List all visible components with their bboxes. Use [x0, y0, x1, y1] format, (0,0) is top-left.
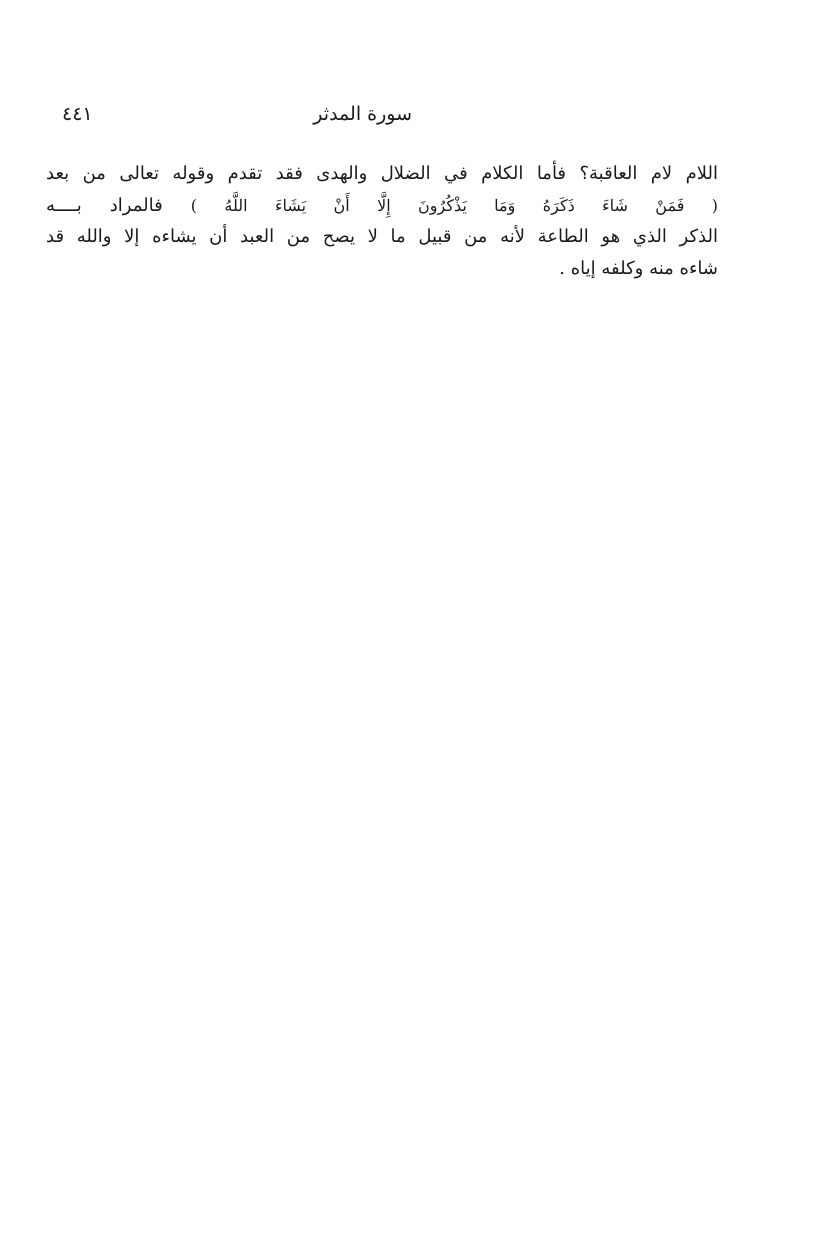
surah-title: سورة المدثر [313, 103, 412, 125]
text-line-3: الذكر الذي هو الطاعة لأنه من قبيل ما لا يصح من العبد أن يشاءه إلا والله قد [46, 226, 718, 247]
quran-verse: ( فَمَنْ شَاءَ ذَكَرَهُ وَمَا يَذْكُرُونَ إِلَّا أَنْ يَشَاءَ اللَّهُ ) [190, 195, 718, 215]
body-paragraph [46, 158, 718, 284]
text-line-4: شاءه منه وكلفه إياه . [559, 257, 718, 279]
text-line-1: اللام لام العاقبة؟ فأما الكلام في الضلال والهدى فقد تقدم وقوله تعالى من بعد [46, 163, 718, 184]
text-line-2-tail: فالمراد بــــه [46, 194, 163, 216]
running-header [62, 100, 717, 130]
page-number: ٤٤١ [62, 103, 93, 125]
text-line-2 [46, 190, 718, 222]
